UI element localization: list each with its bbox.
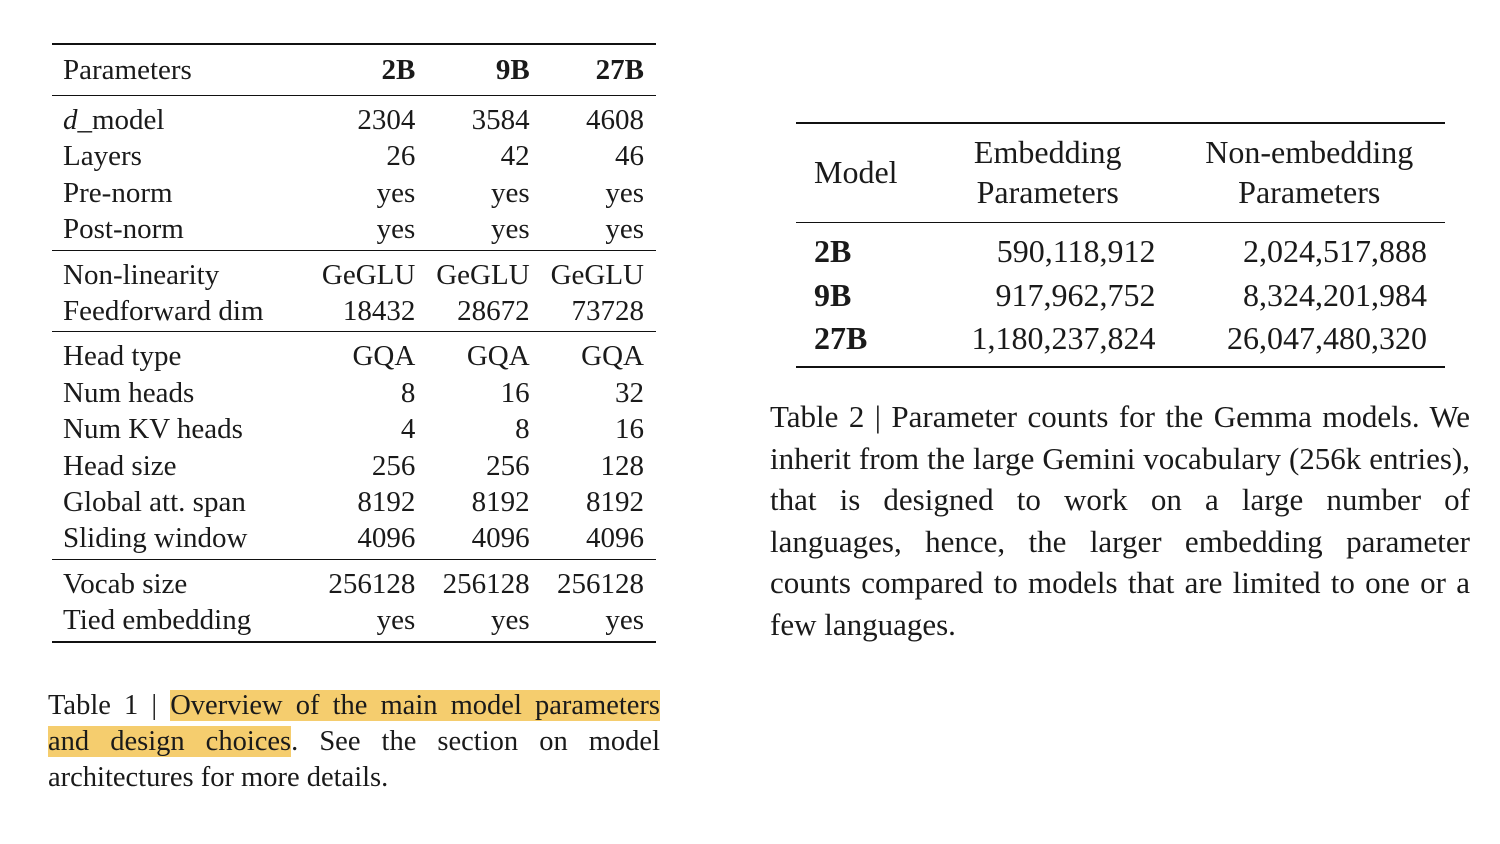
row-label: Post-norm xyxy=(63,213,184,246)
cell: 16 xyxy=(500,376,530,409)
cell: GQA xyxy=(427,332,541,375)
header-embedding-line2: Parameters xyxy=(976,174,1119,210)
model-cell: 2B xyxy=(814,233,852,269)
non-embedding-cell: 2,024,517,888 xyxy=(1243,233,1427,269)
table-row xyxy=(52,332,656,375)
cell: 3584 xyxy=(427,96,541,139)
cell: 8 xyxy=(400,376,416,409)
row-label: Non-linearity xyxy=(52,250,313,293)
cell: yes xyxy=(490,213,530,246)
cell: GeGLU xyxy=(542,250,656,293)
cell: 4608 xyxy=(542,96,656,139)
table-row xyxy=(52,448,656,484)
cell: GeGLU xyxy=(313,250,427,293)
cell: 256128 xyxy=(313,559,427,602)
table-row xyxy=(52,602,656,640)
embedding-cell: 917,962,752 xyxy=(995,276,1156,313)
caption-prefix: Table 1 | xyxy=(48,690,171,721)
table-row xyxy=(796,317,1445,366)
row-label: Head type xyxy=(52,332,313,375)
table-1-header-row xyxy=(52,45,656,96)
cell: 8192 xyxy=(357,486,416,519)
row-label: Global att. span xyxy=(63,486,246,519)
cell: 4096 xyxy=(357,522,416,555)
table-row xyxy=(52,250,656,293)
row-label: Tied embedding xyxy=(63,604,252,637)
cell: yes xyxy=(490,176,530,209)
table-1-header-27b: 27B xyxy=(542,45,656,96)
table-1 xyxy=(52,43,656,643)
embedding-cell: 590,118,912 xyxy=(996,233,1156,269)
table-row xyxy=(52,175,656,211)
cell: yes xyxy=(376,604,416,637)
cell: 26 xyxy=(386,140,416,173)
caption-highlight: Overview of the main model parameters and design choices xyxy=(48,690,660,758)
table-2-caption: Table 2 | Parameter counts for the Gemma models. We inherit from the large Gemini vocabulary (256k entries), that is designed to work on a large number of languages, hence, the larger embedding parameter counts compared to models that are limited to one or a few languages. xyxy=(770,399,1470,642)
cell: 4096 xyxy=(471,522,530,555)
table-row xyxy=(52,375,656,411)
cell: 28672 xyxy=(457,295,530,328)
model-cell: 9B xyxy=(814,276,852,313)
row-label: Vocab size xyxy=(52,559,313,602)
table-row xyxy=(52,211,656,250)
table-row xyxy=(52,559,656,602)
table-row xyxy=(796,274,1445,318)
table-1-grid xyxy=(52,45,656,641)
cell: 4096 xyxy=(586,522,644,555)
cell: 32 xyxy=(615,376,644,409)
row-label: Num heads xyxy=(63,376,195,409)
cell: 256128 xyxy=(542,559,656,602)
cell: 8192 xyxy=(586,486,644,519)
cell: yes xyxy=(605,213,644,246)
cell: 256 xyxy=(486,449,530,482)
cell: 8 xyxy=(515,413,530,446)
cell: 256 xyxy=(371,449,416,482)
cell: GQA xyxy=(542,332,656,375)
row-label: Layers xyxy=(63,140,142,173)
header-model: Model xyxy=(796,124,922,223)
cell: 8192 xyxy=(471,486,530,519)
table-1-caption xyxy=(48,688,660,797)
cell: yes xyxy=(376,176,416,209)
cell: yes xyxy=(490,604,530,637)
row-label-rest: _model xyxy=(77,104,165,136)
row-label: Feedforward dim xyxy=(63,295,264,328)
non-embedding-cell: 8,324,201,984 xyxy=(1243,276,1427,313)
cell: 46 xyxy=(615,140,644,173)
cell: GeGLU xyxy=(427,250,541,293)
cell: 16 xyxy=(615,413,644,446)
row-label xyxy=(52,96,313,139)
table-2-grid xyxy=(796,124,1445,366)
cell: yes xyxy=(605,176,644,209)
non-embedding-cell: 26,047,480,320 xyxy=(1227,320,1427,356)
row-label: Num KV heads xyxy=(63,413,243,446)
header-embedding xyxy=(922,124,1174,223)
cell: 4 xyxy=(400,413,416,446)
table-2 xyxy=(796,122,1445,368)
row-label-italic: d xyxy=(63,104,78,136)
header-embedding-line1: Embedding xyxy=(973,134,1122,170)
table-row xyxy=(52,411,656,447)
header-non-embedding-line2: Parameters xyxy=(1238,174,1381,210)
row-label: Sliding window xyxy=(63,522,248,555)
caption-rest: . See the section on model architectures for more details. xyxy=(48,726,660,794)
table-2-header-row xyxy=(796,124,1445,223)
cell: 73728 xyxy=(571,295,644,328)
embedding-cell: 1,180,237,824 xyxy=(971,320,1156,356)
table-row xyxy=(52,484,656,520)
table-row xyxy=(52,520,656,559)
header-non-embedding-line1: Non-embedding xyxy=(1205,134,1414,170)
model-cell: 27B xyxy=(814,320,868,356)
row-label: Head size xyxy=(63,449,177,482)
table-row xyxy=(52,96,656,139)
table-row xyxy=(52,293,656,332)
row-label: Pre-norm xyxy=(63,176,173,209)
cell: yes xyxy=(376,213,416,246)
header-non-embedding xyxy=(1174,124,1445,223)
cell: 42 xyxy=(500,140,530,173)
cell: 128 xyxy=(600,449,644,482)
cell: GQA xyxy=(313,332,427,375)
cell: 256128 xyxy=(427,559,541,602)
table-1-header-2b: 2B xyxy=(313,45,427,96)
table-1-header-9b: 9B xyxy=(427,45,541,96)
cell: yes xyxy=(605,604,644,637)
cell: 2304 xyxy=(313,96,427,139)
table-row xyxy=(52,138,656,174)
table-1-header-label: Parameters xyxy=(52,45,313,96)
cell: 18432 xyxy=(342,295,416,328)
table-row xyxy=(796,223,1445,274)
